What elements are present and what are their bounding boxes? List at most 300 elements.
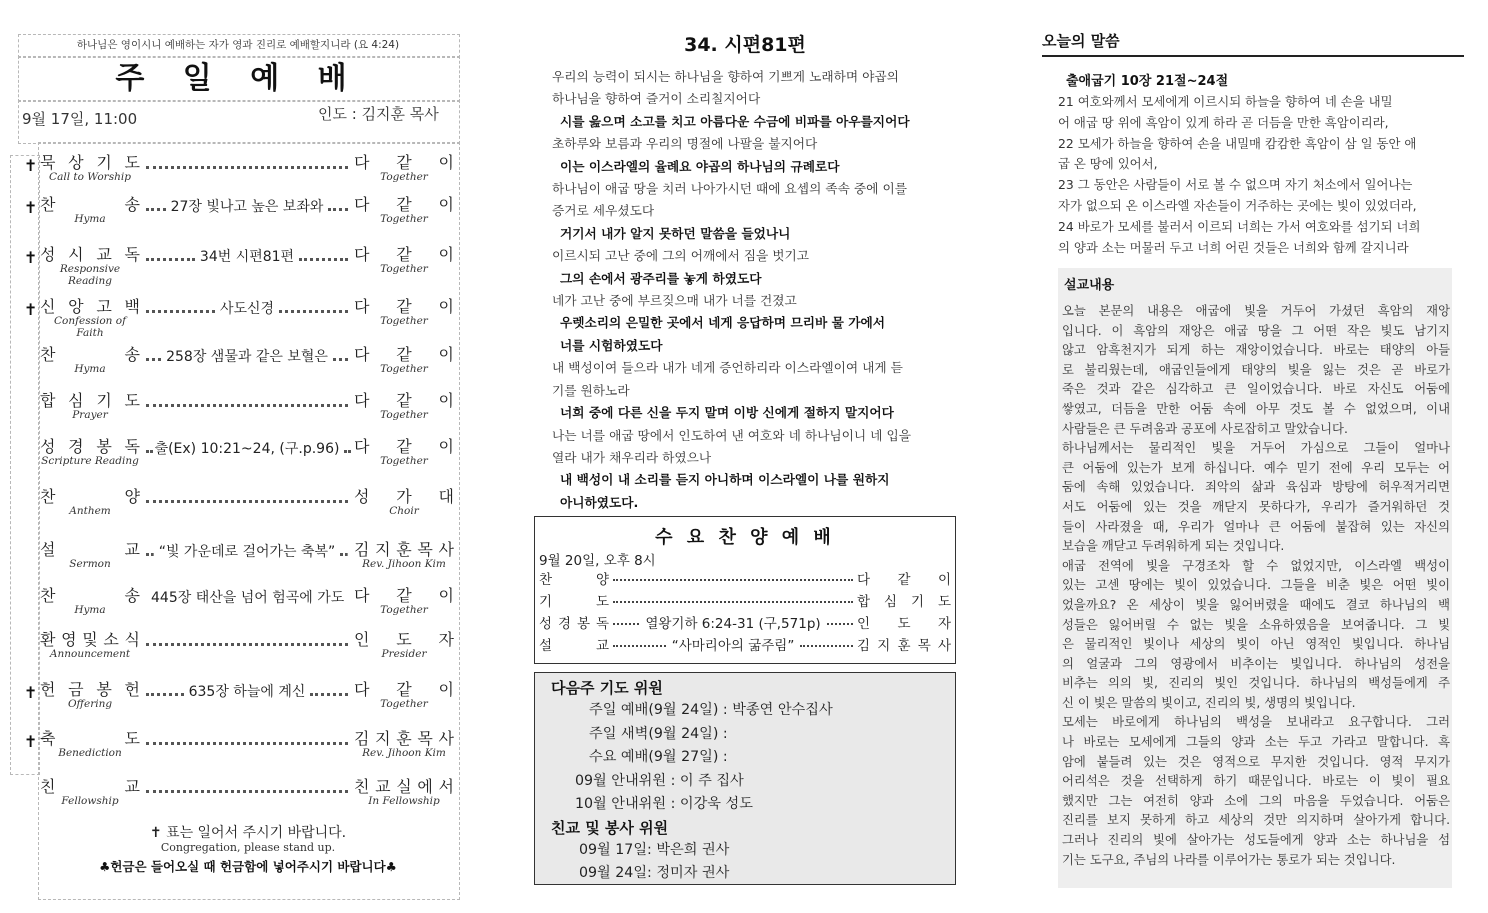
sermon-line: 오늘 본문의 내용은 애굽에 빛을 거두어 가셨던 흑암의 재앙 [1062,304,1450,318]
order-item-detail [146,434,348,462]
sermon-line: 보습을 깨닫고 두려워하게 되는 것입니다. [1062,539,1285,554]
order-item-leader-english: Together [380,171,428,183]
order-item-name-char: 합 [40,391,56,410]
dot-leader [613,579,853,581]
wednesday-row [539,633,951,655]
order-item-detail [146,294,348,322]
sermon-line: 모세는 바로에게 하나님의 백성을 보내라고 요구합니다. 그러 [1062,715,1450,730]
todays-word-heading: 오늘의 말씀 [1042,32,1120,50]
order-item-leader [354,537,454,560]
dot-leader [146,166,348,169]
order-item-content: 34번 시편81편 [199,249,295,265]
order-item-leader-char: 같 [396,391,412,410]
leader-line: 초하루와 보름과 우리의 명절에 나팔을 불지어다 [552,136,818,152]
order-item-name-char: 식 [124,630,140,649]
order-item-detail [146,342,348,370]
sermon-line: 입니다. 이 흑암의 재앙은 애굽 땅을 그 어떤 작은 빛도 남기지 [1062,323,1450,338]
order-item-name-char: 소 [103,630,119,649]
wednesday-item-content: “사마리아의 굶주림” [671,638,795,654]
order-item-detail [146,726,348,754]
order-item-name-char: 봉 [96,437,112,456]
wednesday-item-name-char: 봉 [576,616,591,632]
order-row [0,340,470,386]
order-item-name-char: 찬 [40,586,56,605]
order-item-leader-english: In Fellowship [368,795,440,807]
order-item-leader-char: 자 [438,630,454,649]
sermon-line: 은 물리적인 빛이나 세상의 빛이 아닌 영적인 빛입니다. 하나님 [1062,637,1450,652]
order-item-name-char: 및 [82,630,98,649]
order-item-leader-char: 목 [417,540,433,559]
order-item-leader-char: 훈 [396,729,412,748]
order-item-leader-english: Together [380,363,428,375]
order-row [0,724,470,770]
order-item-name-char: 도 [124,729,140,748]
leader-line: 이르시되 고난 중에 그의 어깨에서 짐을 벗기고 [552,248,810,264]
cross-icon: ✝ [24,198,38,217]
order-item-leader-english: Presider [381,648,427,660]
prayer-item: 주일 예배(9월 24일) : 박종연 안수집사 [589,702,833,718]
order-row [0,432,470,478]
order-item-english: Announcement [49,648,131,660]
wednesday-item-name-char: 기 [539,594,553,610]
wednesday-item-leader-char: 인 [857,616,871,632]
order-item-detail [146,242,348,270]
order-item-name-char: 찬 [40,487,56,506]
cross-icon: ✝ [24,248,38,267]
order-item-leader-char: 지 [375,729,391,748]
order-item-english: Hyma [74,604,106,616]
dot-leader [613,623,639,625]
order-item-english: Confession of Faith [54,315,126,339]
scripture-line: 21 여호와께서 모세에게 이르시되 하늘을 향하여 네 손을 내밀 [1058,94,1393,109]
order-item-name-char: 환 [40,630,56,649]
order-item-leader [354,150,454,173]
order-item-leader [354,627,454,650]
dot-leader [146,310,215,313]
wednesday-row [539,589,951,611]
order-item-leader-char: 지 [375,540,391,559]
dot-leader [146,358,161,361]
order-item-leader-english: Together [380,409,428,421]
dot-leader [146,404,348,407]
order-item-leader-char: 다 [354,586,370,605]
leader-line: 증거로 세우셨도다 [552,203,655,219]
offering-note: ♣헌금은 들어오실 때 헌금함에 넣어주시기 바랍니다♣ [99,859,397,874]
order-item-detail [146,537,348,565]
worship-order-panel [0,0,470,913]
order-item-name-char: 찬 [40,345,56,364]
dot-leader [340,553,348,556]
order-item-name [40,677,140,700]
cross-icon: ✝ [24,156,38,175]
order-item-name-char: 묵 [40,153,56,172]
wednesday-item-content: 열왕기하 6:24-31 (구,571p) [645,616,821,632]
order-item-name-char: 설 [40,540,56,559]
order-item-leader-char: 다 [354,391,370,410]
fellowship-item: 09월 24일: 정미자 권사 [579,865,730,881]
service-leader: 인도 : 김지훈 목사 [318,105,439,123]
order-item-leader [354,726,454,749]
sermon-line: 서도 어둠에 있는 것을 깨닫지 못하다가, 우리가 즐거워하던 것 [1062,499,1450,514]
order-item-leader [354,342,454,365]
sermon-line: 큰 어둠에 있는가 보게 하십니다. 예수 믿기 전에 우리 모두는 어 [1062,460,1450,475]
order-item-detail [146,388,348,416]
prayer-heading: 다음주 기도 위원 [551,679,663,697]
sermon-line: 하나님께서는 물리적인 빛을 거두어 가심으로 그들이 얼마나 [1062,441,1450,456]
order-item-leader-english: Rev. Jihoon Kim [362,747,446,759]
sermon-line: 어리석은 것을 선택하게 하기 때문입니다. 바로는 이 빛이 필요 [1062,774,1450,789]
order-item-leader [354,434,454,457]
order-item-name-char: 시 [68,245,84,264]
psalm-text [552,66,962,514]
wednesday-item-leader-char: 심 [883,594,898,610]
dot-leader [827,623,853,625]
order-item-detail [146,484,348,512]
wednesday-item-leader-char: 다 [857,572,871,588]
wednesday-service-box [534,516,956,664]
sermon-line: 의 얼굴과 그의 영광에서 비추이는 빛입니다. 하나님의 성전을 [1062,656,1450,671]
order-item-name-char: 독 [124,437,140,456]
order-item-leader-char: 친 [354,777,370,796]
order-item-name-char: 성 [40,437,56,456]
fellowship-heading: 친교 및 봉사 위원 [551,819,669,837]
order-item-name-char: 송 [124,345,140,364]
dot-leader [146,500,348,503]
order-item-name-char: 봉 [96,680,112,699]
dot-leader [146,693,184,696]
order-item-english: Offering [67,698,113,710]
sermon-line: 사람들은 큰 두려움과 공포에 사로잡히고 말았습니다. [1062,421,1348,436]
cross-icon: ✝ [24,683,38,702]
stand-note: ✝ 표는 일어서 주시기 바랍니다. [149,825,347,841]
order-item-name-char: 헌 [124,680,140,699]
order-item-detail [146,583,348,611]
scripture-line: 의 양과 소는 머물러 두고 너희 어린 것들은 너희와 함께 갈지니라 [1058,239,1409,255]
order-item-leader-char: 같 [396,153,412,172]
cross-icon: ✝ [24,300,38,319]
order-item-name-char: 백 [124,297,140,316]
order-item-leader-english: Rev. Jihoon Kim [362,558,446,570]
order-item-leader-english: Choir [389,505,419,517]
sermon-line: 쌓였고, 더듬을 만한 어둠 속에 아무 것도 볼 수 없었으며, 이내 [1062,401,1450,416]
order-item-name [40,627,140,650]
order-item-leader-char: 다 [354,195,370,214]
congregation-line: 아니하였도다. [560,494,639,510]
order-item-name-char: 성 [40,245,56,264]
order-item-leader-char: 훈 [396,540,412,559]
order-item-leader-char: 같 [396,245,412,264]
scripture-line: 22 모세가 하늘을 향하여 손을 내밀매 캄캄한 흑암이 삼 일 동안 애 [1058,135,1417,151]
order-item-name [40,192,140,215]
order-item-leader-english: Together [380,698,428,710]
sermon-line: 로 불리웠는데, 애굽인들에게 태양의 빛을 잃는 것은 곧 바로가 [1062,362,1450,377]
order-item-name [40,342,140,365]
congregation-line: 이는 이스라엘의 율례요 야곱의 하나님의 규례로다 [560,158,840,174]
sermon-line: 했지만 그는 여전히 양과 소에 그의 마음을 두었습니다. 어둠은 [1062,793,1450,808]
order-item-leader-char: 목 [417,729,433,748]
congregation-line: 시를 읊으며 소고를 치고 아름다운 수금에 비파를 아우를지어다 [560,113,910,129]
order-row [0,625,470,671]
order-item-leader [354,677,454,700]
order-item-leader-char: 성 [354,487,370,506]
order-item-content: 출(Ex) 10:21~24, (구.p.96) [154,441,340,457]
order-item-leader-char: 같 [396,195,412,214]
sermon-line: 기는 도구요, 주님의 나라를 이루어가는 통로가 되는 것입니다. [1062,852,1396,867]
wednesday-item-leader-char: 도 [937,594,951,610]
congregation-line: 너를 시험하였도다 [560,337,663,353]
leader-line: 하나님이 애굽 땅을 치러 나아가시던 때에 요셉의 족속 중에 이를 [552,181,907,197]
stand-note-english: Congregation, please stand up. [160,841,336,854]
wednesday-item-leader [857,634,951,654]
order-item-english: Fellowship [61,795,119,807]
order-item-name [40,726,140,749]
wednesday-item-name-char: 도 [595,594,609,610]
order-item-leader-char: 다 [354,437,370,456]
dot-leader [613,601,853,603]
order-item-leader-char: 같 [396,297,412,316]
order-item-detail [146,774,348,802]
order-item-leader-english: Together [380,263,428,275]
order-item-english: Responsive Reading [59,263,121,287]
prayer-committee-box [534,672,956,885]
leader-line: 네가 고난 중에 부르짖으매 내가 너를 건졌고 [552,293,797,309]
wednesday-row [539,567,951,589]
order-item-leader [354,242,454,265]
wednesday-item-name [539,568,609,588]
order-item-leader-char: 같 [396,680,412,699]
order-item-leader-char: 이 [438,195,454,214]
order-item-leader-char: 실 [396,777,412,796]
leader-line: 열라 내가 채우리라 하였으나 [552,449,712,465]
dot-leader [310,693,348,696]
leader-line: 기를 원하노라 [552,382,630,398]
dot-leader [146,742,348,745]
sermon-line: 었을까요? 온 세상이 빛을 잃어버렸을 때에도 결코 하나님의 백 [1062,597,1450,612]
sermon-text [1062,302,1450,870]
dot-leader [328,208,348,211]
order-item-name-char: 친 [40,777,56,796]
sermon-line: 비추는 의의 빛, 진리의 빛인 것입니다. 하나님의 백성들에게 주 [1062,676,1450,691]
sermon-line: 있는 고센 땅에는 빛이 있었습니다. 그들을 비춘 빛은 어떤 빛이 [1062,578,1450,593]
sermon-line: 않고 암흑천지가 되게 하는 재앙이었습니다. 바로는 태양의 아들 [1062,343,1450,358]
dot-leader [146,790,348,793]
order-item-name [40,537,140,560]
wednesday-row [539,611,951,633]
dot-leader [146,643,348,646]
wednesday-title: 수 요 찬 양 예 배 [655,527,835,548]
order-item-leader-char: 이 [438,680,454,699]
order-item-leader [354,484,454,507]
order-row [0,240,470,286]
order-row [0,386,470,432]
order-item-english: Anthem [69,505,111,517]
order-row [0,292,470,338]
order-item-leader [354,192,454,215]
service-title: 주 일 예 배 [115,61,361,96]
order-row [0,482,470,528]
sermon-line: 애굽 전역에 빛을 구경조차 할 수 없었지만, 이스라엘 백성이 [1062,558,1450,573]
order-item-leader-char: 다 [354,680,370,699]
congregation-line: 거기서 내가 알지 못하던 말씀을 들었나니 [560,225,791,241]
sermon-line: 암에 붙들려 있는 것은 영적으로 무지한 것입니다. 영적 무지가 [1062,754,1450,769]
prayer-item: 수요 예배(9월 27일) : [589,749,728,765]
order-item-content: 27장 빛나고 높은 보좌와 [170,199,324,215]
order-item-leader-char: 대 [438,487,454,506]
order-item-name-char: 도 [124,153,140,172]
wednesday-item-leader-char: 지 [877,638,891,654]
service-date: 9월 17일, 11:00 [22,110,138,128]
wednesday-item-leader-char: 도 [897,616,911,632]
order-item-name [40,388,140,411]
order-item-name [40,294,140,317]
sermon-line: 진리를 보지 못하게 하고 세상의 것만 의지하며 살아가게 합니다. [1062,813,1450,828]
order-item-name-char: 도 [124,391,140,410]
wednesday-item-leader-char: 같 [897,572,911,588]
order-item-leader-char: 김 [354,540,370,559]
order-item-detail [146,150,348,178]
order-item-english: Hyma [74,213,106,225]
scripture-text [1058,92,1460,258]
order-row [0,772,470,818]
scripture-line: 굽 온 땅에 있어서, [1058,156,1158,172]
order-item-name-char: 송 [124,195,140,214]
wednesday-datetime: 9월 20일, 오후 8시 [539,553,656,569]
congregation-line: 그의 손에서 광주리를 놓게 하였도다 [560,270,762,286]
heading-divider [1042,55,1464,57]
dot-leader [333,358,348,361]
order-item-leader-char: 이 [438,297,454,316]
dot-leader [146,258,195,261]
dot-leader [613,645,666,647]
wednesday-item-name-char: 성 [539,616,553,632]
order-item-content: 사도신경 [219,301,275,317]
order-item-name-char: 교 [96,245,112,264]
order-item-name-char: 송 [124,586,140,605]
wednesday-item-name-char: 찬 [539,572,553,588]
order-item-leader-char: 서 [438,777,454,796]
prayer-item: 주일 새벽(9월 24일) : [589,725,728,742]
leader-line: 내 백성이여 들으라 내가 네게 증언하리라 이스라엘이여 내게 듣 [552,360,903,376]
order-item-name-char: 심 [68,391,84,410]
order-item-name-char: 교 [124,777,140,796]
wednesday-item-name [539,612,609,632]
wednesday-item-leader-char: 사 [937,638,951,654]
sermon-line: 성들은 잃어버릴 수 없는 빛을 소유하였음을 보여줍니다. 그 빛 [1062,617,1450,632]
order-item-name [40,484,140,507]
order-item-leader-char: 다 [354,153,370,172]
order-item-content: 635장 하늘에 계신 [188,684,306,700]
order-row [0,148,470,194]
psalm-title: 34. 시편81편 [684,34,806,56]
order-item-english: Benediction [58,747,122,759]
wednesday-item-name [539,590,609,610]
sermon-heading: 설교내용 [1064,278,1115,293]
order-item-leader-english: Together [380,213,428,225]
order-item-english: Sermon [69,558,111,570]
order-row [0,675,470,721]
order-item-name [40,242,140,265]
order-item-name-char: 앙 [68,297,84,316]
congregation-line: 내 백성이 내 소리를 듣지 아니하며 이스라엘이 나를 원하지 [560,472,890,488]
order-item-name-char: 금 [68,680,84,699]
scripture-line: 24 바로가 모세를 불러서 이르되 너희는 가서 여호와를 섬기되 너희 [1058,218,1421,234]
congregation-line: 우렛소리의 은밀한 곳에서 네게 응답하며 므리바 물 가에서 [560,315,886,331]
order-item-leader-char: 다 [354,297,370,316]
order-item-detail [146,677,348,705]
order-item-detail [146,192,348,220]
order-item-name-char: 신 [40,297,56,316]
prayer-item: 10월 안내위원 : 이강욱 성도 [575,796,753,812]
order-item-english: Hyma [74,363,106,375]
order-item-english: Scripture Reading [41,455,139,467]
sermon-line: 죽은 것과 같은 심각하고 큰 일이었습니다. 바로 자신도 어둠에 [1062,382,1450,397]
sermon-line: 그러나 진리의 빛에 살아가는 성도들에게 양과 소는 하나님을 섬 [1062,833,1450,848]
order-item-name-char: 경 [68,437,84,456]
order-item-name-char: 찬 [40,195,56,214]
leader-line: 하나님을 향하여 즐거이 소리칠지어다 [552,91,761,107]
order-item-english: Call to Worship [49,171,131,183]
order-item-content: “빛 가운데로 걸어가는 축복” [158,544,336,560]
order-item-leader-char: 다 [354,245,370,264]
order-item-leader-char: 이 [438,345,454,364]
order-item-name-char: 고 [96,297,112,316]
dot-leader [279,310,348,313]
wednesday-item-name-char: 설 [539,638,553,654]
order-item-leader-char: 사 [438,540,454,559]
wednesday-item-leader-char: 합 [857,594,871,610]
scripture-line: 어 애굽 땅 위에 흑암이 있게 하라 곧 더듬을 만한 흑암이리라, [1058,114,1389,130]
wednesday-item-name-char: 교 [595,638,609,654]
order-item-leader-char: 이 [438,586,454,605]
wednesday-item-name [539,634,609,654]
order-row [0,581,470,627]
order-item-name [40,774,140,797]
order-item-leader-char: 같 [396,586,412,605]
wednesday-item-leader-char: 기 [910,594,925,610]
sermon-line: 나 바로는 모세에게 그들의 양과 소는 두고 가라고 말합니다. 흑 [1062,735,1450,750]
wednesday-item-leader [857,568,951,588]
verse-text: 하나님은 영이시니 예배하는 자가 영과 진리로 예배할지니라 (요 4:24) [76,39,400,51]
order-item-name-char: 기 [96,153,112,172]
sermon-line: 들이 사라졌을 때, 우리가 얼마나 큰 어둠에 붙잡혀 있는 자신의 [1062,519,1450,534]
order-item-leader-char: 같 [396,345,412,364]
order-item-leader-char: 사 [438,729,454,748]
order-item-name-char: 양 [124,487,140,506]
wednesday-item-leader-char: 목 [917,638,931,654]
wednesday-item-leader-char: 훈 [897,638,911,654]
order-item-leader [354,583,454,606]
leader-line: 우리의 능력이 되시는 하나님을 향하여 기쁘게 노래하며 야곱의 [552,69,899,84]
order-item-detail [146,627,348,655]
wednesday-item-name-char: 독 [595,616,609,632]
dot-leader [800,645,853,647]
order-item-name [40,434,140,457]
wednesday-item-leader [857,612,951,632]
order-item-content: 445장 태산을 넘어 험곡에 가도 [151,590,345,606]
order-item-name-char: 헌 [40,680,56,699]
order-item-leader-char: 이 [438,391,454,410]
dot-leader [344,450,348,453]
cross-icon: ✝ [24,732,38,751]
congregation-line: 너희 중에 다른 신을 두지 말며 이방 신에게 절하지 말지어다 [560,405,894,421]
order-row [0,190,470,236]
order-item-leader-char: 같 [396,437,412,456]
order-item-leader-char: 인 [354,630,370,649]
dot-leader [299,258,348,261]
order-item-leader [354,294,454,317]
scripture-line: 자가 없으되 온 이스라엘 자손들이 거주하는 곳에는 빛이 있었더라, [1058,197,1417,213]
wednesday-item-leader [857,590,951,610]
